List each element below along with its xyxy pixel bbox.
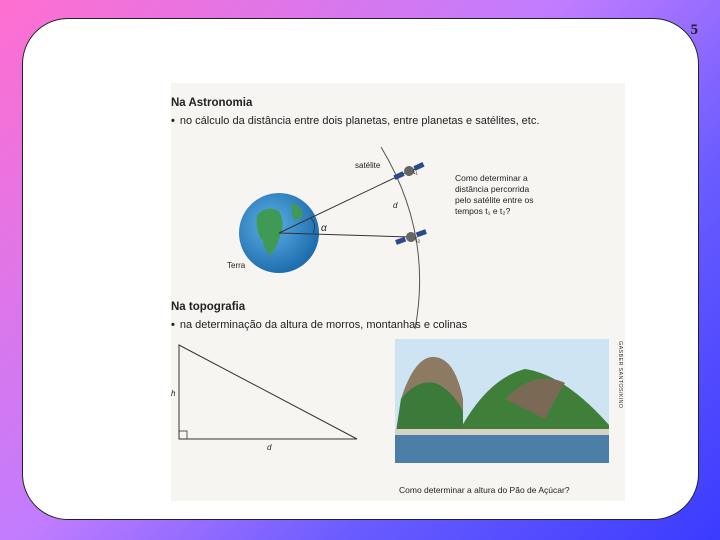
photo-credit: GASBER SANTOS/KINO — [617, 341, 623, 409]
satellite-label: satélite — [355, 161, 381, 170]
triangle-diagram — [171, 339, 371, 459]
h-label: h — [171, 389, 176, 398]
question-line: pelo satélite entre os — [455, 195, 534, 205]
bullet-dot: • — [171, 319, 175, 331]
photo-caption: Como determinar a altura do Pão de Açúcar? — [399, 485, 570, 495]
question-line: Como determinar a — [455, 173, 528, 183]
d-label: d — [393, 201, 398, 210]
right-angle-mark — [179, 431, 187, 439]
textbook-scan — [171, 83, 625, 501]
topography-title: Na topografia — [171, 301, 246, 313]
slide-number: 5 — [690, 22, 698, 38]
question-line: tempos t₁ e t₂? — [455, 206, 511, 216]
slide-card — [22, 18, 699, 520]
sugarloaf-photo — [395, 339, 609, 463]
question-line: distância percorrida — [455, 184, 530, 194]
astronomy-bullet-text: no cálculo da distância entre dois planetas, entre planetas e satélites, etc. — [179, 115, 540, 127]
topography-bullet-text: na determinação da altura de morros, montanhas e colinas — [179, 319, 468, 331]
right-triangle — [179, 345, 357, 439]
satellite-icon-t1 — [392, 160, 425, 183]
topography-bullet — [171, 319, 467, 331]
t2-label: t₂ — [415, 235, 421, 244]
alpha-label: α — [321, 223, 327, 234]
bullet-dot: • — [171, 115, 175, 127]
t1-label: t₁ — [413, 167, 418, 176]
astronomy-title: Na Astronomia — [171, 97, 253, 109]
astronomy-question — [455, 173, 565, 217]
triangle-d-label: d — [267, 443, 272, 452]
earth-label: Terra — [227, 261, 246, 270]
astronomy-bullet — [171, 115, 539, 127]
